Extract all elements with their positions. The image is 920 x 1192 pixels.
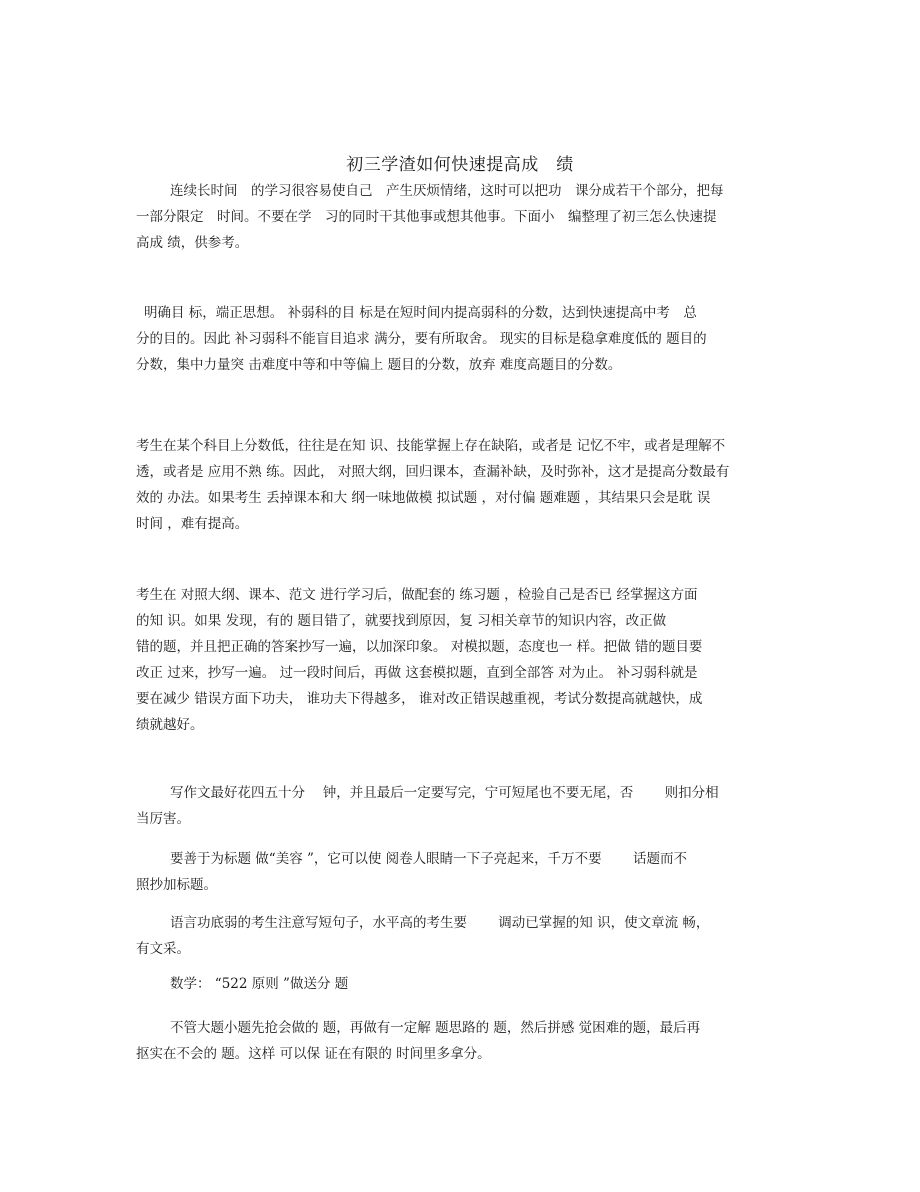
paragraph-essay-language [136, 910, 806, 962]
text-line: 数学： “522 原则 ”做送分 题 [170, 976, 349, 992]
heading-math [136, 971, 806, 997]
text-line: 一部分限定 时间。不要在学 习的同时干其他事或想其他事。下面小 编整理了初三怎么快速提 [136, 209, 717, 225]
text-line: 错的题，并且把正确的答案抄写一遍，以加深印象。 对模拟题，态度也一 样。把做 错的题目要 [136, 639, 703, 655]
document-title: 初三学渣如何快速提高成 绩 [346, 155, 574, 175]
paragraph-essay-title [136, 846, 806, 898]
text-line: 要善于为标题 做“美容 ”，它可以使 阅卷人眼睛一下子亮起来，千万不要 话题而不 [170, 851, 687, 867]
text-line: 连续长时间 的学习很容易使自己 产生厌烦情绪，这时可以把功 课分成若干个部分，把每 [170, 183, 724, 199]
text-line: 明确目 标，端正思想。 补弱科的目 标是在短时间内提高弱科的分数，达到快速提高中考 总 [144, 305, 697, 321]
text-line: 改正 过来，抄写一遍。 过一段时间后，再做 这套模拟题，直到全部答 对为止。 补习弱科就是 [136, 665, 698, 681]
text-line: 效的 办法。如果考生 丢掉课本和大 纲一味地做模 拟试题 ，对付偏 题难题 ，其结果只会是耽 误 [136, 490, 711, 506]
paragraph-goal [136, 300, 806, 378]
text-line: 透，或者是 应用不熟 练。因此， 对照大纲，回归课本，查漏补缺，及时弥补，这才是提高分数最有 [136, 464, 730, 480]
paragraph-practice [136, 582, 806, 738]
text-line: 考生在 对照大纲、课本、范文 进行学习后，做配套的 练习题 ，检验自己是否已 经掌握这方面 [136, 587, 698, 603]
text-line: 高成 绩，供参考。 [136, 235, 249, 251]
text-line: 当厉害。 [136, 811, 190, 827]
paragraph-math-strategy [136, 1015, 806, 1067]
text-line: 绩就越好。 [136, 717, 204, 733]
text-line: 不管大题小题先抢会做的 题，再做有一定解 题思路的 题，然后拼感 觉困难的题，最后再 [170, 1020, 701, 1036]
text-line: 要在减少 错误方面下功夫， 谁功夫下得越多， 谁对改正错误越重视，考试分数提高就越快，成 [136, 691, 703, 707]
text-line: 时间 ，难有提高。 [136, 516, 249, 532]
text-line: 分数，集中力量突 击难度中等和中等偏上 题目的分数，放弃 难度高题目的分数。 [136, 357, 622, 373]
paragraph-essay-time [136, 780, 806, 832]
text-line: 考生在某个科目上分数低，往往是在知 识、技能掌握上存在缺陷，或者是 记忆不牢，或者是理解不 [136, 438, 726, 454]
text-line: 语言功底弱的考生注意写短句子，水平高的考生要 调动已掌握的知 识，使文章流 畅， [170, 915, 710, 931]
paragraph-syllabus [136, 433, 806, 537]
text-line: 写作文最好花四五十分 钟，并且最后一定要写完，宁可短尾也不要无尾，否 则扣分相 [170, 785, 719, 801]
text-line: 照抄加标题。 [136, 877, 217, 893]
text-line: 抠实在不会的 题。这样 可以保 证在有限的 时间里多拿分。 [136, 1046, 491, 1062]
paragraph-intro [136, 178, 806, 256]
text-line: 分的目的。因此 补习弱科不能盲目追求 满分，要有所取舍。 现实的目标是稳拿难度低的 题目的 [136, 331, 707, 347]
text-line: 有文采。 [136, 941, 190, 957]
text-line: 的知 识。如果 发现，有的 题目错了，就要找到原因，复 习相关章节的知识内容，改正做 [136, 613, 667, 629]
